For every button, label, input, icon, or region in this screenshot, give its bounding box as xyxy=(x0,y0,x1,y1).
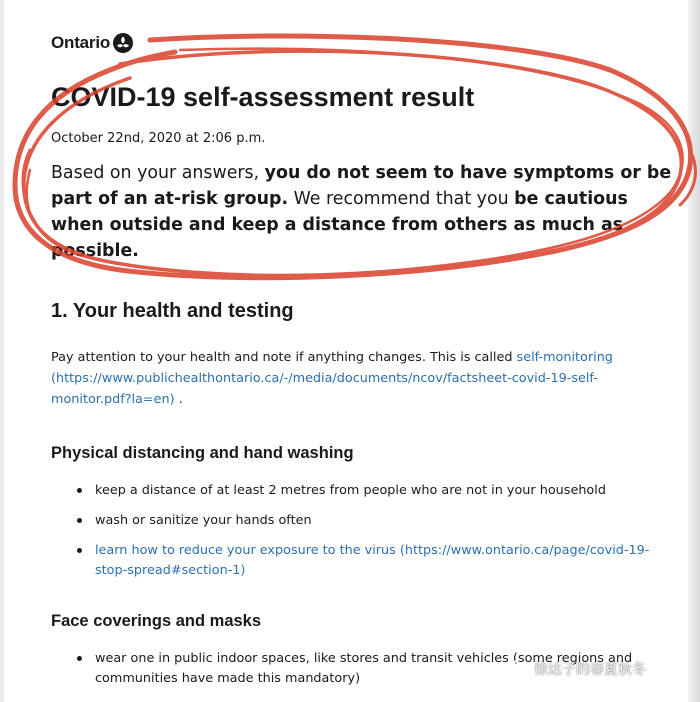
health-paragraph-end: . xyxy=(174,392,183,407)
watermark-text: 徐达子的春夏秋冬 xyxy=(534,662,646,678)
page-edge-left xyxy=(0,0,4,702)
assessment-date: October 22nd, 2020 at 2:06 p.m. xyxy=(51,131,266,146)
page-edge-right xyxy=(688,0,700,702)
wechat-icon xyxy=(506,660,528,678)
summary-text-1: Based on your answers, xyxy=(51,163,265,183)
reduce-exposure-link[interactable]: learn how to reduce your exposure to the virus (https://www.ontario.ca/page/covid-19-stop-spread#section-1) xyxy=(95,543,650,578)
list-item: wear one in public indoor spaces, like stores and transit vehicles (some regions and communities have made this mandatory) xyxy=(51,649,651,689)
summary-text-2: We recommend that you xyxy=(288,189,515,209)
ontario-logo[interactable] xyxy=(51,30,133,56)
health-paragraph-text: Pay attention to your health and note if anything changes. This is called xyxy=(51,350,517,365)
summary-bold-2: be cautious when outside and keep a distance from others as much as possible. xyxy=(51,189,628,261)
result-summary xyxy=(51,160,676,264)
watermark xyxy=(506,659,646,679)
section-heading-masks: Face coverings and masks xyxy=(51,612,262,630)
health-paragraph xyxy=(51,347,651,410)
list-item xyxy=(51,541,651,581)
self-monitoring-link[interactable]: self-monitoring (https://www.publichealthontario.ca/-/media/documents/ncov/factsheet-covid-19-self-monitor.pdf?la=en) xyxy=(51,350,613,407)
summary-bold-1: you do not seem to have symptoms or be part of an at-risk group. xyxy=(51,163,672,209)
section-heading-health: 1. Your health and testing xyxy=(51,300,294,322)
list-item: wash or sanitize your hands often xyxy=(51,511,651,531)
page-title: COVID-19 self-assessment result xyxy=(51,82,475,112)
distancing-list xyxy=(51,481,651,591)
list-item: keep a distance of at least 2 metres from people who are not in your household xyxy=(51,481,651,501)
section-heading-distancing: Physical distancing and hand washing xyxy=(51,444,354,462)
trillium-icon xyxy=(113,33,133,53)
logo-text: Ontario xyxy=(51,33,111,52)
